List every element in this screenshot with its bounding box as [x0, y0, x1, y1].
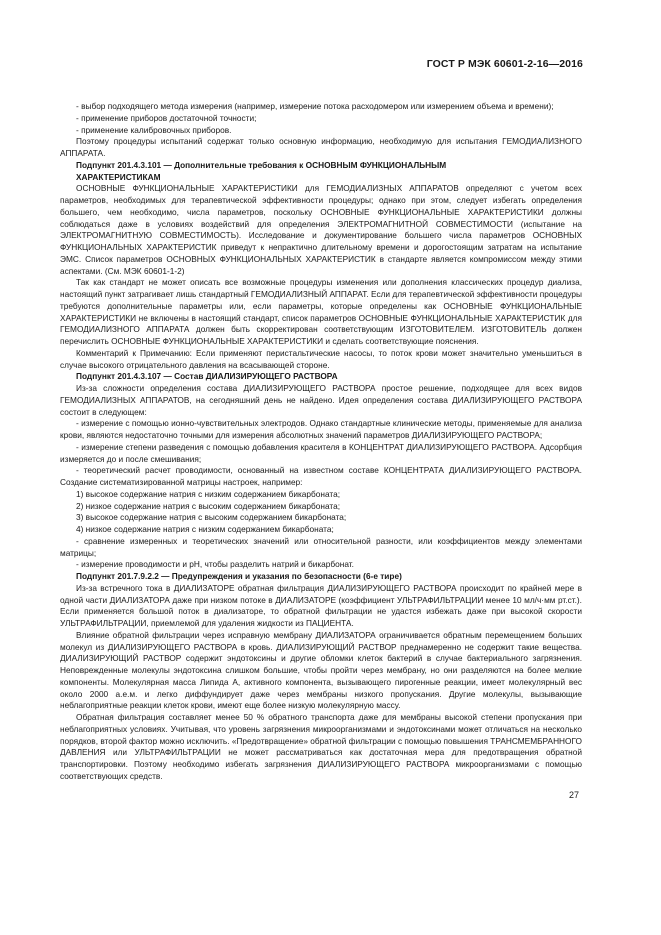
paragraph: Влияние обратной фильтрации через исправную мембрану ДИАЛИЗАТОРА ограничивается обратным перемещением больших молекул из ДИАЛИЗИРУЮЩЕГО РАСТВОРА в кровь. ДИАЛИЗИРУЮЩИЙ РАСТВОР преднамеренно не содержит такие вещества. ДИАЛИЗИРУЮЩИЙ РАСТВОР содержит эндотоксины и другие обломки клеток бактерий в случае бактериального загрязнения. Неповрежденные молекулы эндотоксина слишком большие, чтобы пройти через мембрану, но они разделяются на более мелкие компоненты. Молекулярная масса Липида А, активного компонента, вызывающего пирогенные реакции, имеет молекулярный вес около 2000 a.e.м. и легко диффундирует даже через мембраны низкого пропускания. Другие молекулы, вызывающие неблагоприятные реакции клеток крови, имеют еще более низкую молекулярную массу. — [60, 629, 582, 711]
list-item: - сравнение измеренных и теоретических значений или относительной разности, или коэффициентов между элементами матрицы; — [60, 535, 582, 558]
paragraph: Поэтому процедуры испытаний содержат только основную информацию, необходимую для испытания ГЕМОДИАЛИЗНОГО АППАРАТА. — [60, 136, 582, 158]
subclause-heading-line1: Подпункт 201.4.3.101 — Дополнительные требования к ОСНОВНЫМ ФУНКЦИОНАЛЬНЫМ — [76, 159, 447, 170]
numbered-item: 1) высокое содержание натрия с низким содержанием бикарбоната; — [76, 488, 341, 499]
document-header: ГОСТ Р МЭК 60601-2-16—2016 — [426, 58, 583, 70]
list-item: - измерение с помощью ионно-чувствительных электродов. Однако стандартные клинические методы, применяемые для анализа крови, являются недостаточно точными для измерения абсолютных значений параметров ДИАЛИЗИРУЮЩЕГО РАСТВОРА; — [60, 418, 582, 440]
subclause-heading-line2: ХАРАКТЕРИСТИКАМ — [76, 171, 161, 182]
numbered-item: 3) высокое содержание натрия с высоким содержанием бикарбоната; — [76, 512, 347, 523]
subclause-heading — [60, 160, 582, 184]
list-item: - применение приборов достаточной точности; — [76, 112, 257, 123]
paragraph: Из-за сложности определения состава ДИАЛИЗИРУЮЩЕГО РАСТВОРА простое решение, подходящее для всех видов ГЕМОДИАЛИЗНЫХ АППАРАТОВ, на сегодняшний день не найдено. Идея определения состава ДИАЛИЗИРУЮЩЕГО РАСТВОРА состоит в следующем: — [60, 383, 582, 417]
list-item: - измерение степени разведения с помощью добавления красителя в КОНЦЕНТРАТ ДИАЛИЗИРУЮЩЕГО РАСТВОРА. Адсорбция измеряется до и после смешивания; — [60, 441, 582, 464]
numbered-item: 4) низкое содержание натрия с низким содержанием бикарбоната; — [76, 524, 334, 534]
paragraph: ОСНОВНЫЕ ФУНКЦИОНАЛЬНЫЕ ХАРАКТЕРИСТИКИ для ГЕМОДИАЛИЗНЫХ АППАРАТОВ определяют с учетом всех параметров, необходимых для терапевтической эффективности процедуры; однако при этом, следует избегать определения большего, чем необходимо, числа параметров, поскольку ОСНОВНЫЕ ФУНКЦИОНАЛЬНЫЕ ХАРАКТЕРИСТИКИ должны соблюдаться даже в условиях воздействий для определения ЭЛЕКТРОМАГНИТНОЙ СОВМЕСТИМОСТИ (испытание на ЭЛЕКТРОМАГНИТНУЮ СОВМЕСТИМОСТЬ). Исследование и документирование большего числа параметров ОСНОВНЫХ ФУНКЦИОНАЛЬНЫХ ХАРАКТЕРИСТИК приведут к непрактично длительному времени и дорогостоящим затратам на испытание ЭМС. Список параметров ОСНОВНЫХ ФУНКЦИОНАЛЬНЫХ ХАРАКТЕРИСТИК в стандарте является компромиссом между этими аспектами. (См. МЭК 60601-1-2) — [60, 183, 582, 276]
page-number: 27 — [568, 790, 579, 800]
list-item: - выбор подходящего метода измерения (например, измерение потока расходомером или измерением объема и времени); — [76, 101, 554, 111]
list-item: - измерение проводимости и pH, чтобы разделить натрий и бикарбонат. — [76, 559, 354, 570]
paragraph: Обратная фильтрация составляет менее 50 % обратного транспорта даже для мембраны высокой степени пропускания при неблагоприятных условиях. Учитывая, что уровень загрязнения микроорганизмами и эндотоксинами может отличаться на несколько порядков, второй фактор можно исключить. «Предотвращение» обратной фильтрации с помощью повышения ТРАНСМЕМБРАННОГО ДАВЛЕНИЯ или УЛЬТРАФИЛЬТРАЦИИ не может рассматриваться как достаточная мера для предотвращения обратной транспортировки. Поэтому необходимо избегать загрязнения ДИАЛИЗИРУЮЩЕГО РАСТВОРА микроорганизмами с помощью соответствующих средств. — [60, 712, 582, 781]
subclause-heading: Подпункт 201.4.3.107 — Состав ДИАЛИЗИРУЮЩЕГО РАСТВОРА — [76, 371, 338, 382]
list-item: - применение калибровочных приборов. — [76, 124, 232, 135]
paragraph: Из-за встречного тока в ДИАЛИЗАТОРЕ обратная фильтрация ДИАЛИЗИРУЮЩЕГО РАСТВОРА происходит по крайней мере в одной части ДИАЛИЗАТОРА даже при низком потоке в ДИАЛИЗАТОРЕ (коэффициент УЛЬТРАФИЛЬТРАЦИИ менее 10 мл/ч·мм рт.ст.). Если применяется большой поток в диализаторе, то обратной фильтрации не удастся избежать даже при высокой скорости УЛЬТРАФИЛЬТРАЦИИ, приемлемой для удаления жидкости из ПАЦИЕНТА. — [60, 582, 582, 628]
subclause-heading: Подпункт 201.7.9.2.2 — Предупреждения и указания по безопасности (6-е тире) — [76, 571, 402, 581]
paragraph: Так как стандарт не может описать все возможные процедуры изменения или дополнения классических процедур диализа, настоящий пункт затрагивает лишь стандартный ГЕМОДИАЛИЗНЫЙ АППАРАТ. Если для терапевтической эффективности процедуры требуются дополнительные параметры или, если параметры, которые определены как ОСНОВНЫЕ ФУНКЦИОНАЛЬНЫЕ ХАРАКТЕРИСТИКИ не включены в настоящий стандарт, список параметров ОСНОВНЫЕ ФУНКЦИОНАЛЬНЫЕ ХАРАКТЕРИСТИК для ГЕМОДИАЛИЗНОГО АППАРАТА должен быть скорректирован соответствующим ИЗГОТОВИТЕЛЕМ. ИЗГОТОВИТЕЛЬ должен перечислить ОСНОВНЫЕ ФУНКЦИОНАЛЬНЫЕ ХАРАКТЕРИСТИКИ и сделать соответствующие пояснения. — [60, 277, 582, 346]
paragraph: Комментарий к Примечанию: Если применяют перистальтические насосы, то поток крови может значительно уменьшиться в случае высокого отрицательного давления на всасывающей стороне. — [60, 347, 582, 370]
list-item: - теоретический расчет проводимости, основанный на известном составе КОНЦЕНТРАТА ДИАЛИЗИРУЮЩЕГО РАСТВОРА. Создание систематизированной матрицы настроек, например: — [60, 465, 582, 487]
document-body — [60, 101, 582, 783]
numbered-item: 2) низкое содержание натрия с высоким содержанием бикарбоната; — [76, 500, 341, 511]
